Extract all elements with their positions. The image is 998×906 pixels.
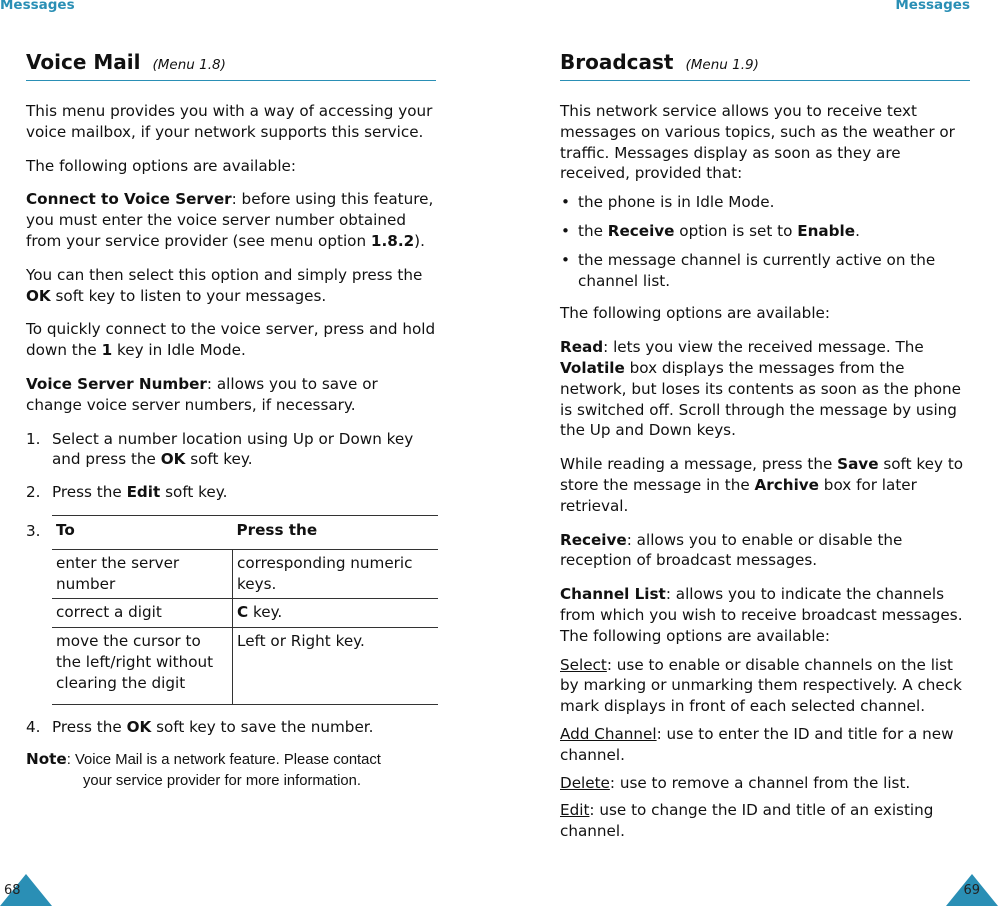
- table-cell: move the cursor to the left/right without clearing the digit: [52, 628, 233, 704]
- step-number: 1.: [26, 429, 41, 448]
- running-head-right: Messages: [895, 0, 970, 13]
- running-head-left: Messages: [0, 0, 75, 13]
- option-select: [560, 655, 970, 717]
- text: : use to enter the ID and title for a new channel.: [560, 724, 954, 764]
- step-1: [26, 429, 436, 471]
- text: Press the: [52, 483, 127, 502]
- option-add-channel: [560, 724, 970, 766]
- text: : use to enable or disable channels on the list by marking or unmarking them respectively. A check mark displays in front of each selected channel.: [560, 655, 962, 716]
- text: soft key.: [185, 450, 253, 469]
- option-delete: [560, 773, 970, 794]
- read-paragraph: [560, 337, 970, 441]
- table-cell: Left or Right key.: [233, 628, 439, 704]
- section-title-voice-mail: [26, 50, 436, 74]
- receive-paragraph: [560, 530, 970, 572]
- key-ok: OK: [160, 450, 186, 469]
- page-number-right: 69: [963, 883, 980, 898]
- left-content: [26, 101, 436, 792]
- text: Select a number location using Up or Down key and press the: [52, 429, 414, 469]
- text: To quickly connect to the voice server, press and hold down the: [26, 320, 436, 360]
- steps-list-cont: [26, 717, 436, 738]
- text: ).: [414, 231, 425, 250]
- title-rule: [26, 80, 436, 81]
- note-line-1: [26, 749, 436, 771]
- text: the: [578, 221, 608, 240]
- text: While reading a message, press the: [560, 455, 838, 474]
- step-number: 4.: [26, 717, 41, 736]
- text: : allows you to indicate the channels from which you wish to receive broadcast messages. The following options are available:: [560, 585, 963, 645]
- channel-list-paragraph: [560, 584, 970, 646]
- table-cell: corresponding numeric keys.: [233, 549, 439, 599]
- text: : before using this feature, you must enter the voice server number obtained from your service provider (see menu option: [26, 190, 434, 250]
- options-intro: The following options are available:: [560, 304, 831, 323]
- vsn-paragraph: [26, 374, 436, 416]
- right-page: [499, 0, 998, 906]
- text: .: [855, 221, 860, 240]
- text: You can then select this option and simply press the: [26, 265, 423, 284]
- key-ok: OK: [126, 717, 152, 736]
- text: soft key to listen to your messages.: [50, 286, 327, 305]
- term-volatile: Volatile: [560, 358, 625, 377]
- term-archive: Archive: [754, 475, 819, 494]
- step-number: 3.: [26, 521, 41, 540]
- steps-list: [26, 429, 436, 503]
- note-line-2: your service provider for more information.: [83, 773, 361, 790]
- quick-connect-paragraph: [26, 319, 436, 361]
- list-item: [560, 221, 970, 242]
- note-label: Note: [26, 750, 67, 769]
- step-4: [26, 717, 436, 738]
- step-2: [26, 482, 436, 503]
- note: [26, 749, 436, 792]
- text: : use to change the ID and title of an existing channel.: [560, 801, 934, 841]
- table-row: [52, 628, 438, 704]
- intro-paragraph: This network service allows you to receive text messages on various topics, such as the weather or traffic. Messages display as soon as they are received, provided that:: [560, 102, 955, 183]
- step-number: 2.: [26, 483, 41, 502]
- list-item: • the phone is in Idle Mode.: [560, 192, 970, 213]
- text: soft key to save the number.: [151, 717, 374, 736]
- col-header-press: Press the: [233, 515, 439, 549]
- key-save: Save: [837, 455, 879, 474]
- term-channel-list: Channel List: [560, 585, 666, 604]
- text: option is set to: [674, 221, 798, 240]
- term-receive: Receive: [607, 221, 675, 240]
- term-vsn: Voice Server Number: [26, 374, 207, 393]
- text: box displays the messages from the network, but loses its contents as soon as the phone is switched off. Scroll through the message by using the Up and Down keys.: [560, 358, 962, 440]
- text: soft key.: [160, 483, 228, 502]
- menu-ref: (Menu 1.9): [685, 57, 759, 73]
- key-1: 1: [101, 341, 113, 360]
- table-cell: [233, 599, 439, 628]
- term-connect: Connect to Voice Server: [26, 190, 232, 209]
- option-term: Add Channel: [560, 724, 657, 743]
- intro-paragraph: This menu provides you with a way of accessing your voice mailbox, if your network supports this service.: [26, 102, 433, 141]
- section-title-broadcast: [560, 50, 970, 74]
- page-number-left: 68: [4, 883, 21, 898]
- save-paragraph: [560, 454, 970, 516]
- text: : allows you to save or change voice server numbers, if necessary.: [26, 374, 378, 414]
- text: key.: [248, 603, 283, 622]
- term-read: Read: [560, 338, 604, 357]
- title-text: Voice Mail: [26, 50, 141, 74]
- option-term: Edit: [560, 801, 590, 820]
- option-term: Select: [560, 655, 607, 674]
- option-edit: [560, 800, 970, 842]
- connect-paragraph: [26, 189, 436, 251]
- title-text: Broadcast: [560, 50, 674, 74]
- title-rule: [560, 80, 970, 81]
- menu-option: 1.8.2: [370, 231, 415, 250]
- col-header-to: To: [52, 515, 233, 549]
- key-edit: Edit: [126, 483, 161, 502]
- conditions-list: [560, 192, 970, 291]
- option-term: Delete: [560, 773, 610, 792]
- select-paragraph: [26, 265, 436, 307]
- term-enable: Enable: [797, 221, 856, 240]
- text: key in Idle Mode.: [112, 341, 246, 360]
- table-header-row: [52, 515, 438, 549]
- term-receive: Receive: [560, 530, 627, 549]
- table-row: [52, 549, 438, 599]
- step-3: [26, 515, 436, 705]
- text: : Voice Mail is a network feature. Please contact: [66, 752, 381, 769]
- table-row: [52, 599, 438, 628]
- text: : allows you to enable or disable the reception of broadcast messages.: [560, 530, 903, 570]
- table-cell: correct a digit: [52, 599, 233, 628]
- text: : use to remove a channel from the list.: [609, 773, 911, 792]
- table-cell: enter the server number: [52, 549, 233, 599]
- menu-ref: (Menu 1.8): [152, 57, 226, 73]
- text: Press the: [52, 717, 127, 736]
- list-item: • the message channel is currently active on the channel list.: [560, 250, 970, 292]
- text: box for later retrieval.: [560, 475, 917, 515]
- options-intro: The following options are available:: [26, 156, 297, 175]
- text: soft key to store the message in the: [560, 455, 964, 494]
- edit-options-table: [52, 515, 438, 705]
- key-c: C: [237, 603, 249, 622]
- text: : lets you view the received message. The: [603, 338, 924, 357]
- right-content: [560, 101, 970, 849]
- key-ok: OK: [26, 286, 51, 305]
